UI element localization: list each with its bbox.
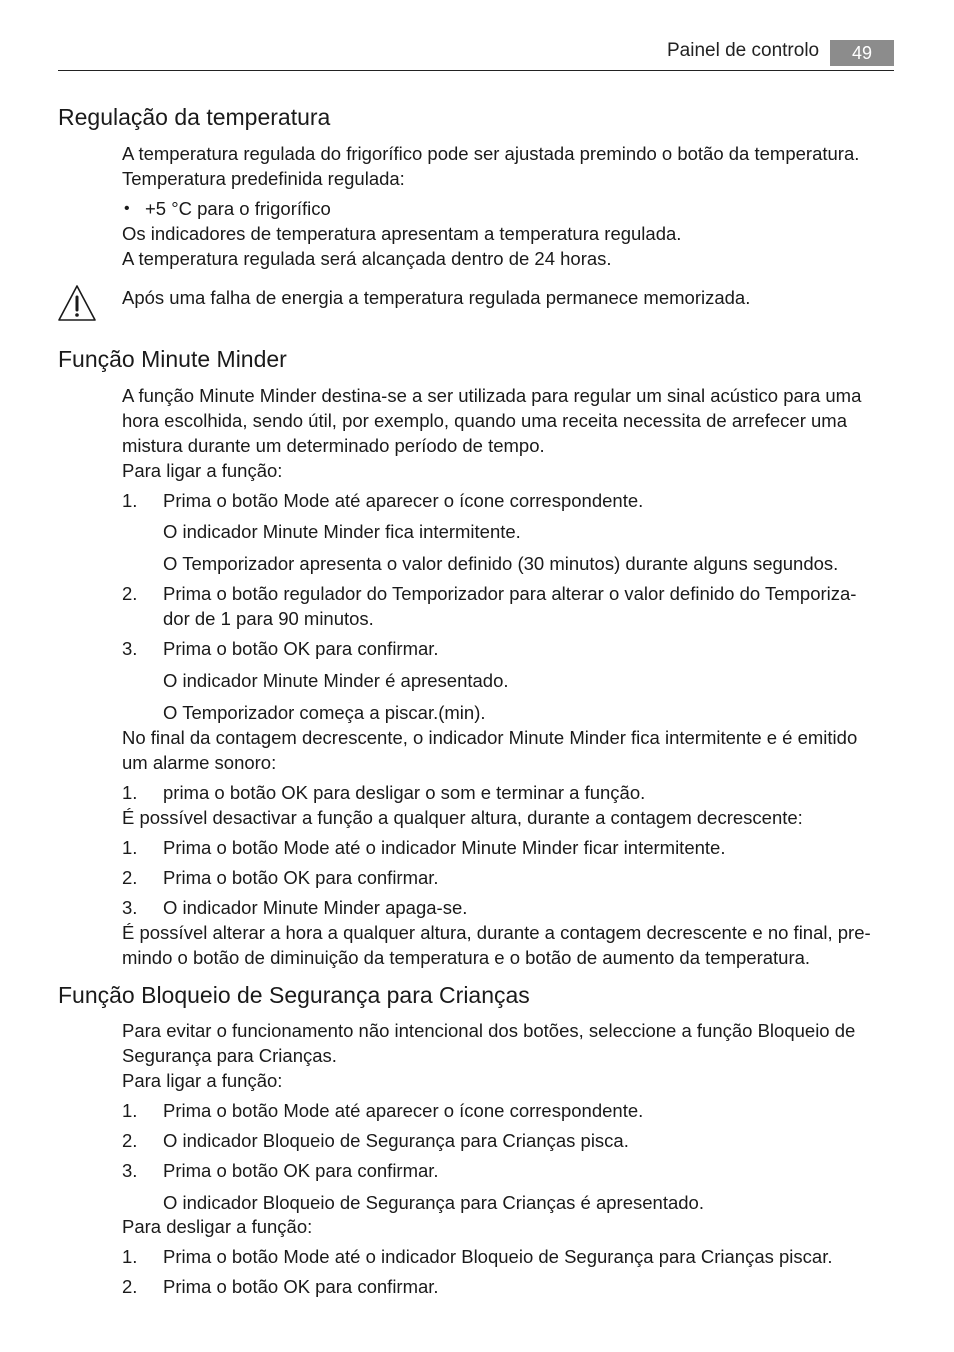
paragraph: A temperatura regulada do frigorífico pode ser ajustada premindo o botão da temperatura. bbox=[122, 143, 860, 164]
bullet-item: +5 °C para o frigorífico bbox=[145, 198, 331, 219]
step-number: 3. bbox=[122, 897, 138, 918]
paragraph: No final da contagem decrescente, o indicador Minute Minder fica intermitente e é emitido bbox=[122, 727, 858, 748]
paragraph: mistura durante um determinado período de tempo. bbox=[122, 435, 545, 456]
step-text: dor de 1 para 90 minutos. bbox=[163, 608, 374, 629]
paragraph: hora escolhida, sendo útil, por exemplo, quando uma receita necessita de arrefecer uma bbox=[122, 410, 848, 431]
step-number: 2. bbox=[122, 583, 138, 604]
step-text: Prima o botão OK para confirmar. bbox=[163, 1160, 439, 1181]
step-text: Prima o botão Mode até aparecer o ícone correspondente. bbox=[163, 490, 644, 511]
warning-icon bbox=[57, 283, 97, 323]
paragraph: É possível desactivar a função a qualquer altura, durante a contagem decrescente: bbox=[122, 807, 803, 828]
paragraph: Segurança para Crianças. bbox=[122, 1045, 337, 1066]
step-text: Prima o botão regulador do Temporizador para alterar o valor definido do Temporiza- bbox=[163, 583, 857, 604]
step-text: O indicador Minute Minder apaga-se. bbox=[163, 897, 468, 918]
step-text: prima o botão OK para desligar o som e terminar a função. bbox=[163, 782, 646, 803]
paragraph: Para evitar o funcionamento não intencional dos botões, seleccione a função Bloqueio de bbox=[122, 1020, 856, 1041]
step-number: 1. bbox=[122, 1100, 138, 1121]
step-text: Prima o botão OK para confirmar. bbox=[163, 638, 439, 659]
section-title: Função Bloqueio de Segurança para Crianças bbox=[58, 982, 530, 1008]
paragraph: Para ligar a função: bbox=[122, 1070, 283, 1091]
step-number: 2. bbox=[122, 867, 138, 888]
step-number: 1. bbox=[122, 837, 138, 858]
page-number: 49 bbox=[851, 43, 873, 63]
paragraph: mindo o botão de diminuição da temperatura e o botão de aumento da temperatura. bbox=[122, 947, 811, 968]
step-number: 2. bbox=[122, 1130, 138, 1151]
warning-text: Após uma falha de energia a temperatura regulada permanece memorizada. bbox=[122, 287, 751, 308]
step-text: Prima o botão Mode até o indicador Minute Minder ficar intermitente. bbox=[163, 837, 726, 858]
step-result: O indicador Bloqueio de Segurança para Crianças é apresentado. bbox=[163, 1192, 704, 1213]
step-result: O Temporizador começa a piscar.(min). bbox=[163, 702, 486, 723]
paragraph: Para ligar a função: bbox=[122, 460, 283, 481]
step-number: 3. bbox=[122, 638, 138, 659]
step-text: Prima o botão OK para confirmar. bbox=[163, 1276, 439, 1297]
step-text: O indicador Bloqueio de Segurança para Crianças pisca. bbox=[163, 1130, 629, 1151]
step-result: O indicador Minute Minder é apresentado. bbox=[163, 670, 509, 691]
step-number: 1. bbox=[122, 490, 138, 511]
paragraph: A função Minute Minder destina-se a ser utilizada para regular um sinal acústico para uma bbox=[122, 385, 862, 406]
step-text: Prima o botão Mode até o indicador Bloqueio de Segurança para Crianças piscar. bbox=[163, 1246, 833, 1267]
step-result: O indicador Minute Minder fica intermitente. bbox=[163, 521, 521, 542]
paragraph: um alarme sonoro: bbox=[122, 752, 277, 773]
paragraph: Os indicadores de temperatura apresentam a temperatura regulada. bbox=[122, 223, 682, 244]
step-result: O Temporizador apresenta o valor definido (30 minutos) durante alguns segundos. bbox=[163, 553, 839, 574]
step-number: 3. bbox=[122, 1160, 138, 1181]
step-number: 2. bbox=[122, 1276, 138, 1297]
paragraph: A temperatura regulada será alcançada dentro de 24 horas. bbox=[122, 248, 612, 269]
step-text: Prima o botão Mode até aparecer o ícone correspondente. bbox=[163, 1100, 644, 1121]
header-divider bbox=[58, 70, 894, 71]
step-number: 1. bbox=[122, 782, 138, 803]
bullet-marker: • bbox=[124, 200, 130, 217]
paragraph: É possível alterar a hora a qualquer altura, durante a contagem decrescente e no final, pre- bbox=[122, 922, 871, 943]
paragraph: Para desligar a função: bbox=[122, 1216, 313, 1237]
paragraph: Temperatura predefinida regulada: bbox=[122, 168, 405, 189]
running-header: Painel de controlo bbox=[667, 40, 820, 61]
section-title: Função Minute Minder bbox=[58, 346, 287, 372]
step-number: 1. bbox=[122, 1246, 138, 1267]
step-text: Prima o botão OK para confirmar. bbox=[163, 867, 439, 888]
section-title: Regulação da temperatura bbox=[58, 104, 331, 130]
